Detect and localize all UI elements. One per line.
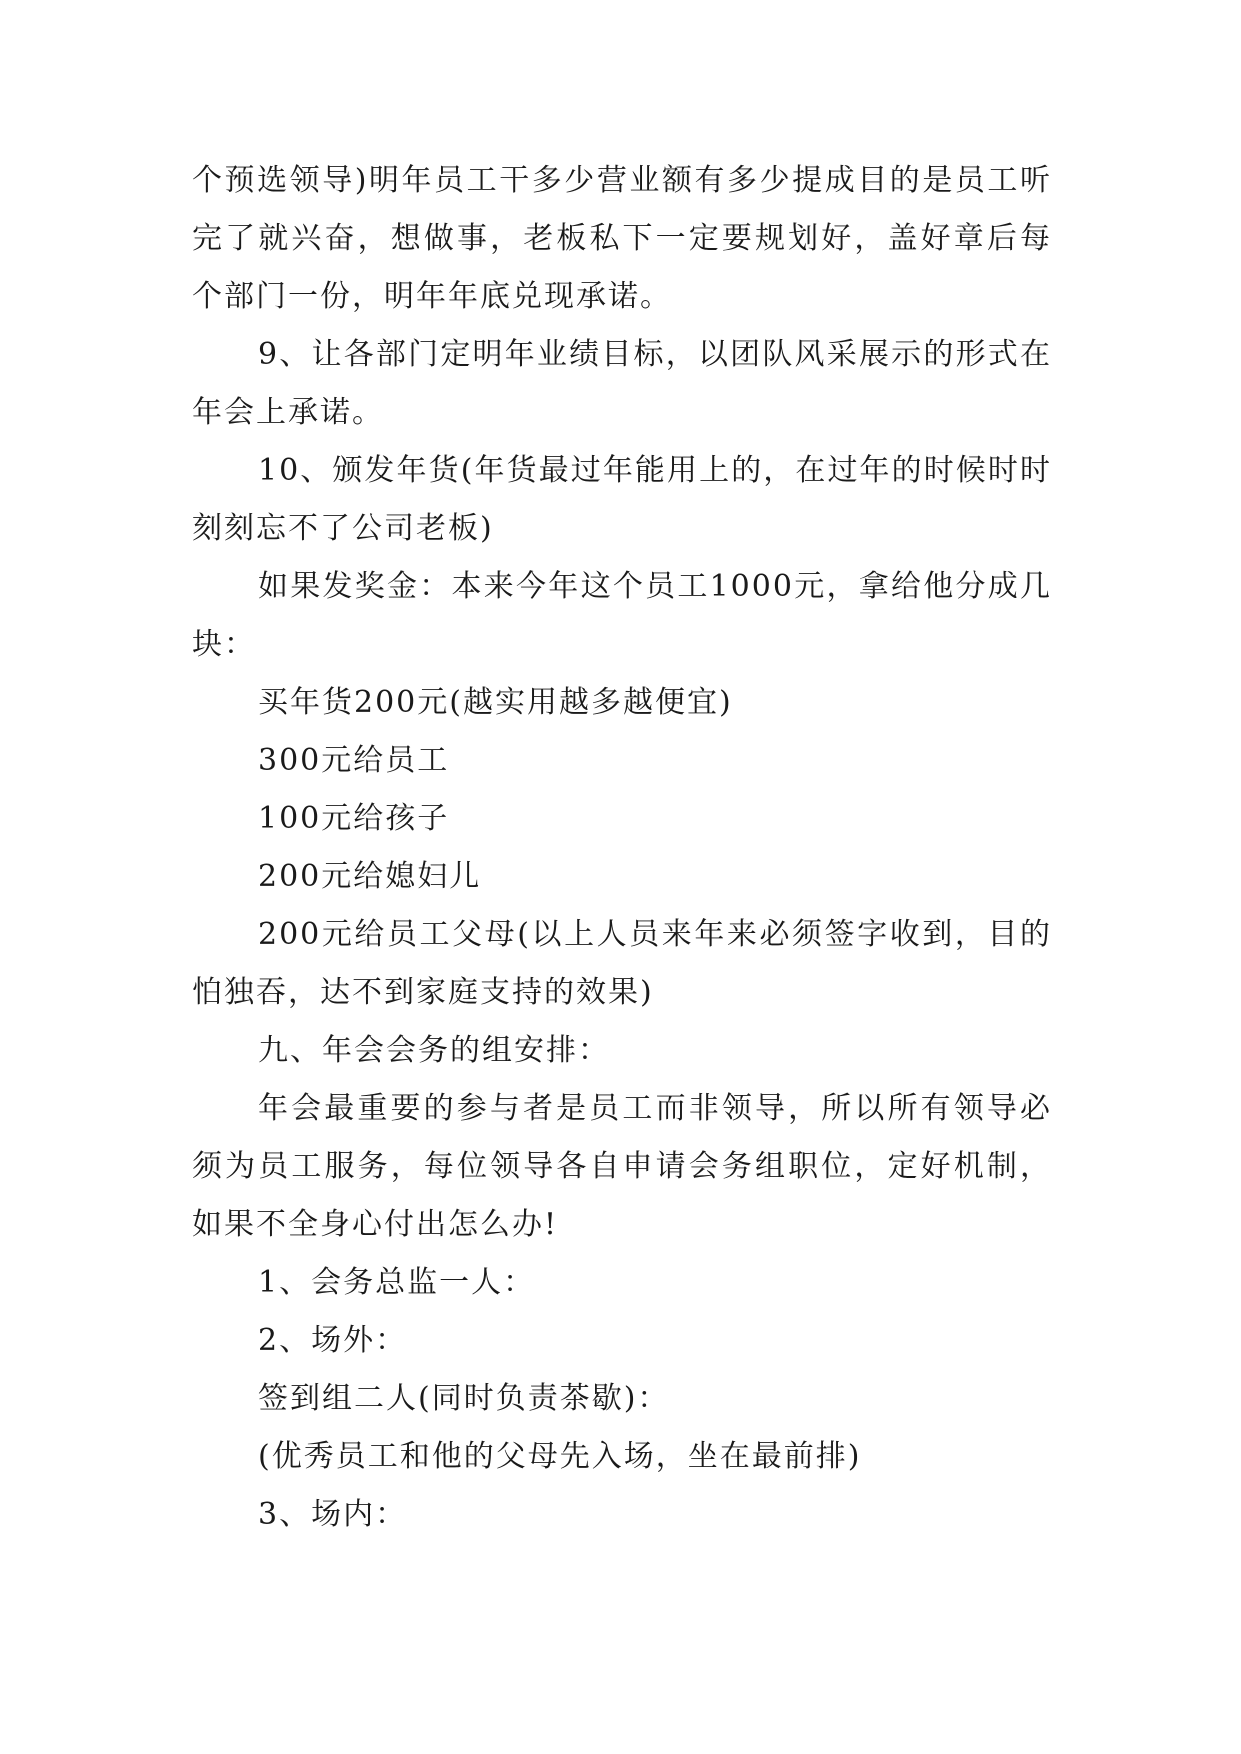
paragraph-bonus-child: 100元给孩子 xyxy=(258,801,450,836)
section-heading-9: 九、年会会务的组安排： xyxy=(258,1033,610,1068)
paragraph-bonus-wife: 200元给媳妇儿 xyxy=(258,859,482,894)
paragraph-entry-order: (优秀员工和他的父母先入场，坐在最前排) xyxy=(258,1439,862,1474)
paragraph-bonus-employee: 300元给员工 xyxy=(258,743,450,778)
paragraph-item-3: 3、场内： xyxy=(258,1497,408,1532)
document-body xyxy=(192,152,1052,1544)
paragraph-item-10: 10、颁发年货(年货最过年能用上的，在过年的时候时时刻刻忘不了公司老板) xyxy=(192,453,1052,546)
paragraph-continuation: 个预选领导)明年员工干多少营业额有多少提成目的是员工听完了就兴奋，想做事，老板私下一定要规划好，盖好章后每个部门一份，明年年底兑现承诺。 xyxy=(192,163,1052,314)
paragraph-bonus: 如果发奖金：本来今年这个员工1000元，拿给他分成几块： xyxy=(192,569,1052,662)
paragraph-bonus-parents: 200元给员工父母(以上人员来年来必须签字收到，目的怕独吞，达不到家庭支持的效果) xyxy=(192,917,1052,1010)
paragraph-bonus-goods: 买年货200元(越实用越多越便宜) xyxy=(258,685,733,720)
paragraph-staff-service: 年会最重要的参与者是员工而非领导，所以所有领导必须为员工服务，每位领导各自申请会务组职位，定好机制，如果不全身心付出怎么办! xyxy=(192,1091,1052,1242)
paragraph-signin-group: 签到组二人(同时负责茶歇)： xyxy=(258,1381,670,1416)
paragraph-item-9: 9、让各部门定明年业绩目标，以团队风采展示的形式在年会上承诺。 xyxy=(192,337,1052,430)
paragraph-item-2: 2、场外： xyxy=(258,1323,408,1358)
paragraph-item-1: 1、会务总监一人： xyxy=(258,1265,536,1300)
